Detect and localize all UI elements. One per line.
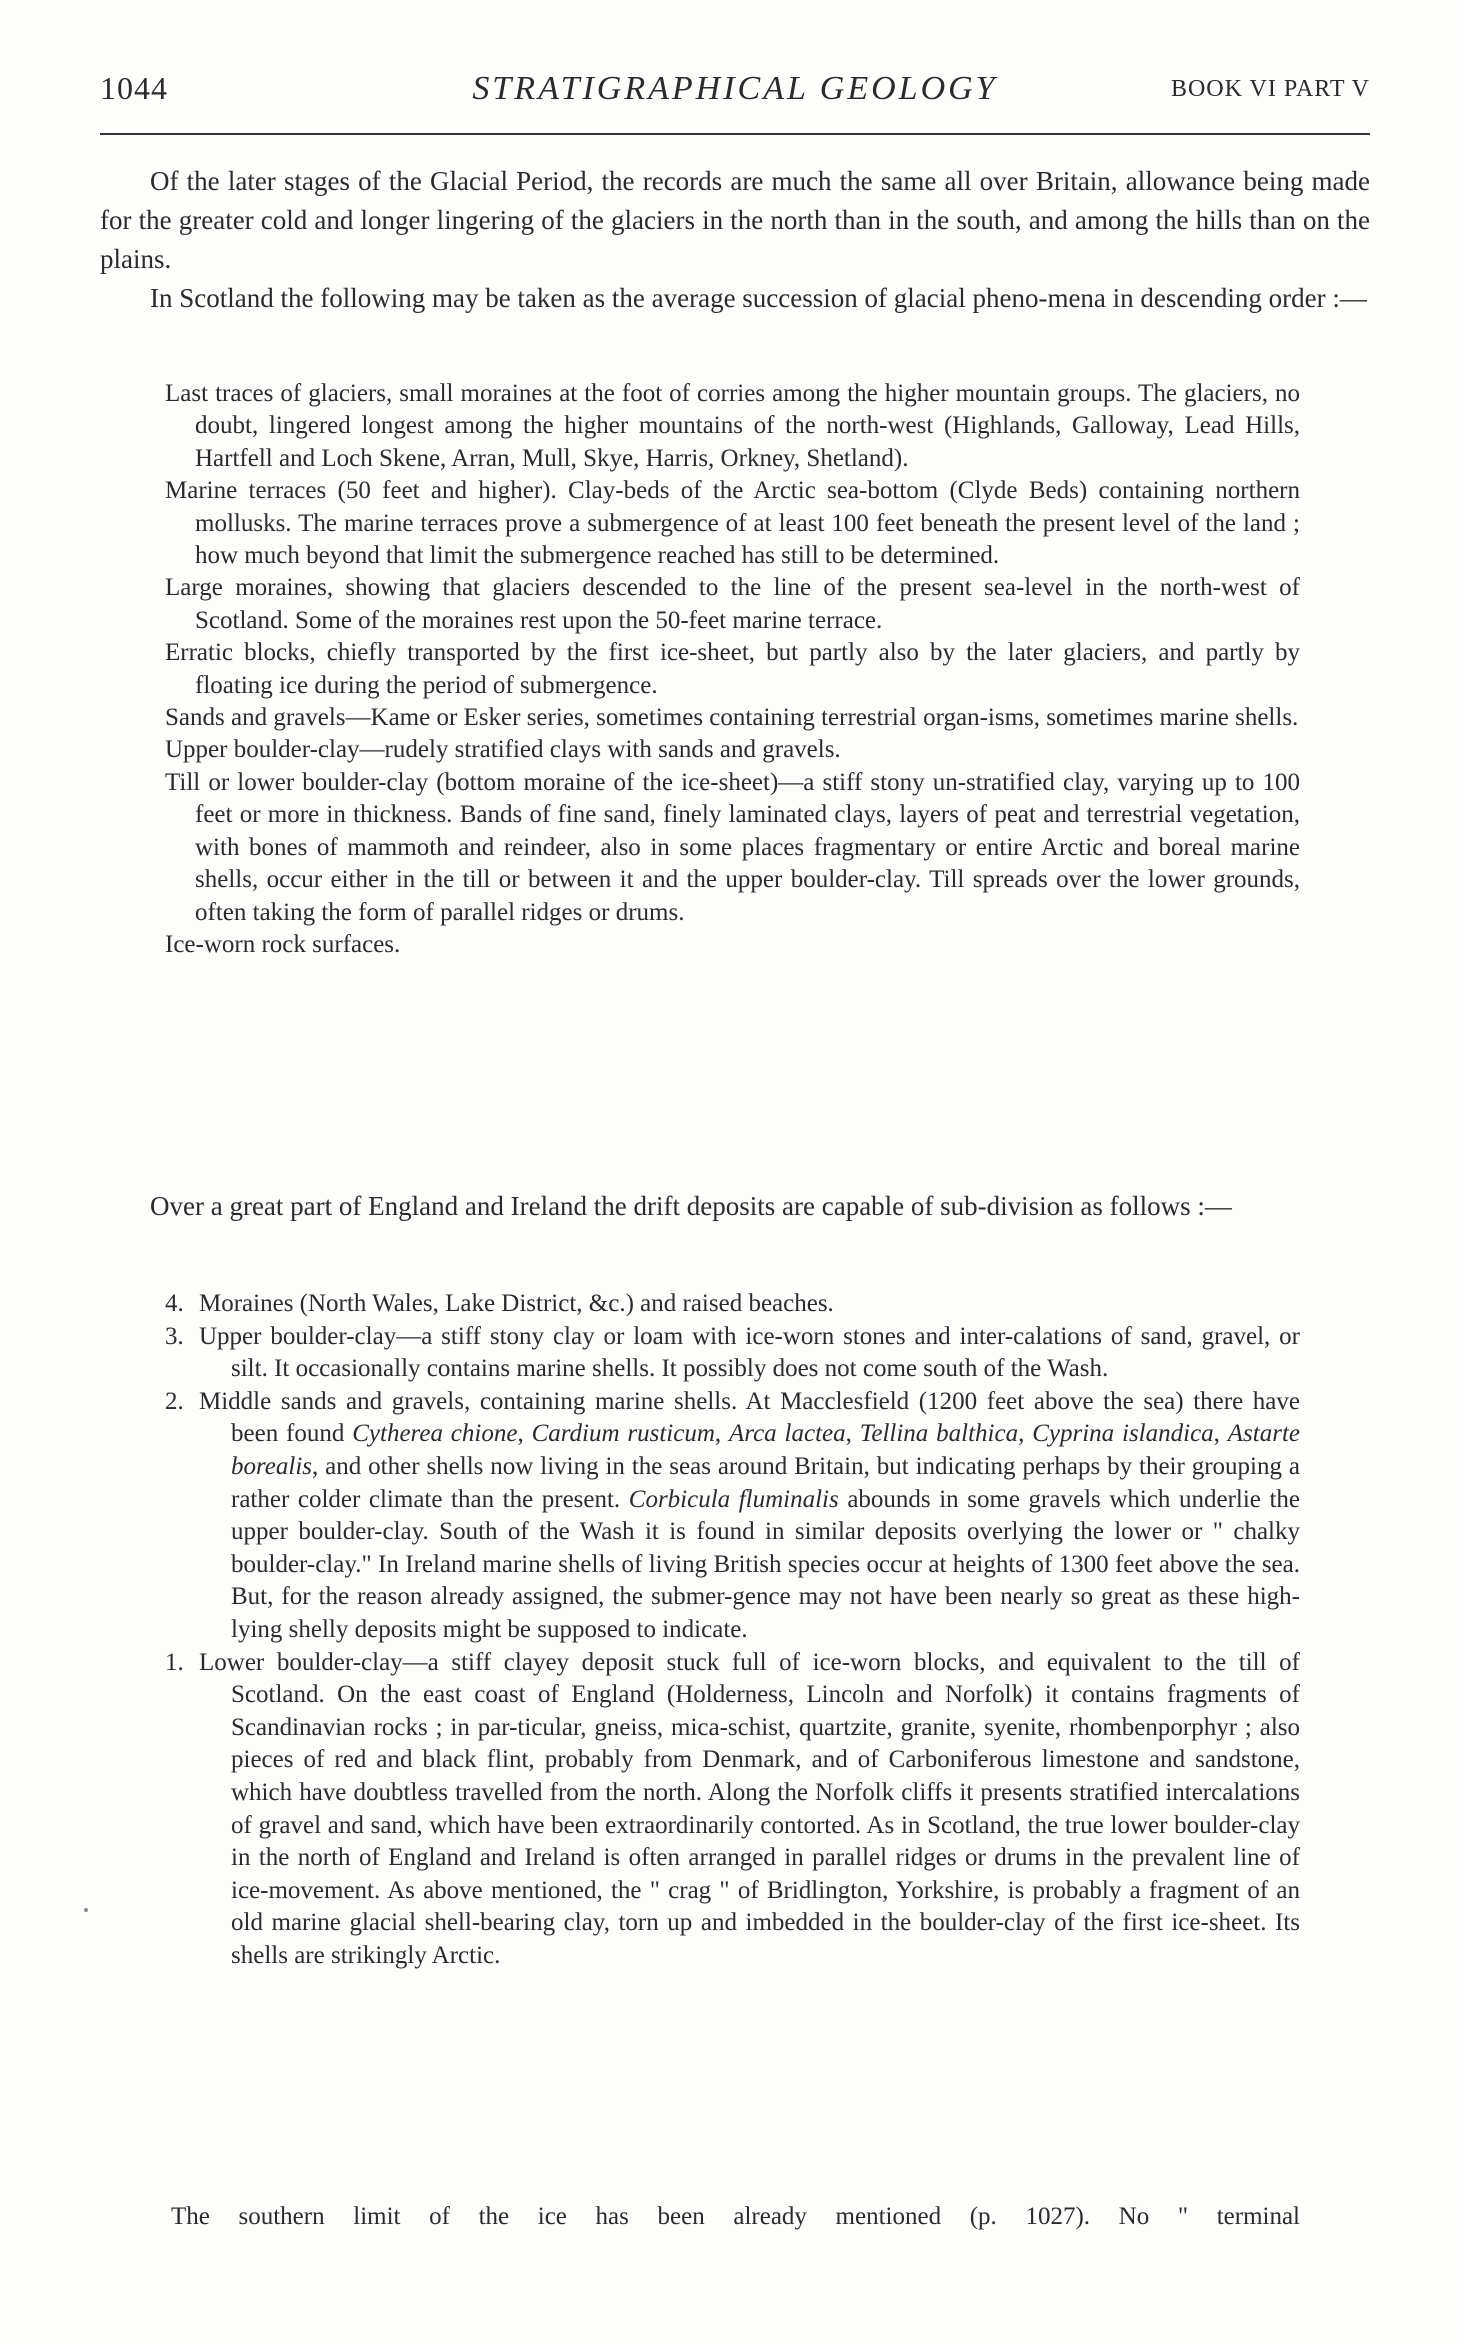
england-intro-paragraph: Over a great part of England and Ireland the drift deposits are capable of sub-division as follows :— — [150, 1191, 1232, 1221]
drift-item-1 — [165, 1647, 1300, 1973]
text-run: , and other shells now living in the seas around Britain, but indicating perhaps by their grouping a rather colder climate than the present. — [231, 1452, 1300, 1513]
text-run: , — [845, 1420, 860, 1448]
species-name: Corbicula fluminalis — [628, 1485, 839, 1513]
succession-entry: Ice-worn rock surfaces. — [165, 930, 401, 958]
succession-entry: Till or lower boulder-clay (bottom moraine of the ice-sheet)—a stiff stony un-stratified clay, varying up to 100 feet or more in thickness. Bands of fine sand, finely laminated clays, layers of peat and terrestrial vegetation, with bones of mammoth and reindeer, also in some places fragmentary or entire Arctic and boreal marine shells, occur either in the till or between it and the upper boulder-clay. Till spreads over the lower grounds, often taking the form of parallel ridges or drums. — [165, 768, 1300, 926]
item-number: 4. — [165, 1290, 184, 1317]
text-run: abounds in some gravels which underlie the upper boulder-clay. South of the Wash it is found in similar deposits overlying the lower or " chalky boulder-clay." In Ireland marine shells of living British species occur at heights of 1300 feet above the sea. But, for the reason already assigned, the submer-gence may not have been nearly so great as these high-lying shelly deposits might be supposed to indicate. — [231, 1485, 1301, 1643]
drift-item-2 — [165, 1386, 1300, 1647]
succession-entry: Marine terraces (50 feet and higher). Clay-beds of the Arctic sea-bottom (Clyde Beds) containing northern mollusks. The marine terraces prove a submergence of at least 100 feet beneath the present level of the land ; how much beyond that limit the submergence reached has still to be determined. — [165, 477, 1300, 570]
item-text: Upper boulder-clay—a stiff stony clay or loam with ice-worn stones and inter-calations of sand, gravel, or silt. It occasionally contains marine shells. It possibly does not come south of the Wash. — [199, 1322, 1300, 1383]
item-number: 3. — [165, 1322, 184, 1350]
species-name: Astarte borealis — [231, 1420, 1300, 1480]
drift-item-3 — [165, 1321, 1300, 1386]
text-run: , — [1213, 1420, 1228, 1448]
succession-entry: Last traces of glaciers, small moraines at the foot of corries among the higher mountain groups. The glaciers, no doubt, lingered longest among the higher mountains of the north-west (Highlands, Galloway, Lead Hills, Hartfell and Loch Skene, Arran, Mull, Skye, Harris, Orkney, Shetland). — [165, 380, 1300, 472]
text-run: , — [517, 1420, 532, 1448]
book-part-label: BOOK VI PART V — [1170, 76, 1370, 102]
succession-entry: Erratic blocks, chiefly transported by the first ice-sheet, but partly also by the later glaciers, and partly by floating ice during the period of submergence. — [165, 639, 1300, 699]
england-drift-list — [165, 1288, 1300, 1972]
item-text: Moraines (North Wales, Lake District, &c.) and raised beaches. — [199, 1290, 834, 1317]
running-header — [100, 70, 1370, 120]
item-number: 1. — [165, 1648, 184, 1676]
species-name: Cytherea chione — [352, 1420, 518, 1448]
species-name: Cyprina islandica — [1032, 1420, 1214, 1448]
closing-line: The southern limit of the ice has been already mentioned (p. 1027). No " terminal — [171, 2203, 1300, 2230]
text-run: , — [714, 1420, 730, 1448]
drift-item-4 — [165, 1288, 1300, 1321]
item-text: Lower boulder-clay—a stiff clayey deposit stuck full of ice-worn blocks, and equivalent to the till of Scotland. On the east coast of England (Holderness, Lincoln and Norfolk) it contains fragments of Scandinavian rocks ; in par-ticular, gneiss, mica-schist, quartzite, granite, syenite, rhombenporphyr ; also pieces of red and black flint, probably from Denmark, and of Carboniferous limestone and sandstone, which have doubtless travelled from the north. Along the Norfolk cliffs it presents stratified intercalations of gravel and sand, which have been extraordinarily contorted. As in Scotland, the true lower boulder-clay in the north of England and Ireland is often arranged in parallel ridges or drums in the prevalent line of ice-movement. As above mentioned, the " crag " of Bridlington, Yorkshire, is probably a fragment of an old marine glacial shell-bearing clay, torn up and imbedded in the boulder-clay of the first ice-sheet. Its shells are strikingly Arctic. — [199, 1648, 1300, 1969]
item-number: 2. — [165, 1387, 184, 1415]
text-run: , — [1018, 1420, 1033, 1448]
species-name: Tellina balthica — [859, 1420, 1019, 1448]
page-number: 1044 — [100, 70, 168, 106]
succession-entry: Large moraines, showing that glaciers descended to the line of the present sea-level in the north-west of Scotland. Some of the moraines rest upon the 50-feet marine terrace. — [165, 574, 1300, 634]
intro-paragraph: In Scotland the following may be taken as the average succession of glacial pheno-mena in descending order :— — [150, 283, 1367, 313]
succession-entry: Sands and gravels—Kame or Esker series, sometimes containing terrestrial organ-isms, sometimes marine shells. — [165, 704, 1299, 732]
header-rule — [100, 133, 1370, 135]
text-run: Middle sands and gravels, containing marine shells. At Macclesfield (1200 feet above the sea) there have been found — [199, 1387, 1300, 1448]
item-text — [199, 1386, 1300, 1647]
species-name: Arca lactea — [729, 1420, 846, 1448]
running-title: STRATIGRAPHICAL GEOLOGY — [472, 70, 998, 107]
print-speck — [84, 1908, 88, 1912]
intro-paragraph: Of the later stages of the Glacial Period, the records are much the same all over Britain, allowance being made for the greater cold and longer lingering of the glaciers in the north than in the south, and among the hills than on the plains. — [100, 166, 1370, 274]
intro-text — [100, 162, 1370, 318]
species-name: Cardium rusticum — [531, 1420, 715, 1448]
succession-entry: Upper boulder-clay—rudely stratified clays with sands and gravels. — [165, 736, 841, 764]
scotland-succession-list — [165, 378, 1300, 961]
